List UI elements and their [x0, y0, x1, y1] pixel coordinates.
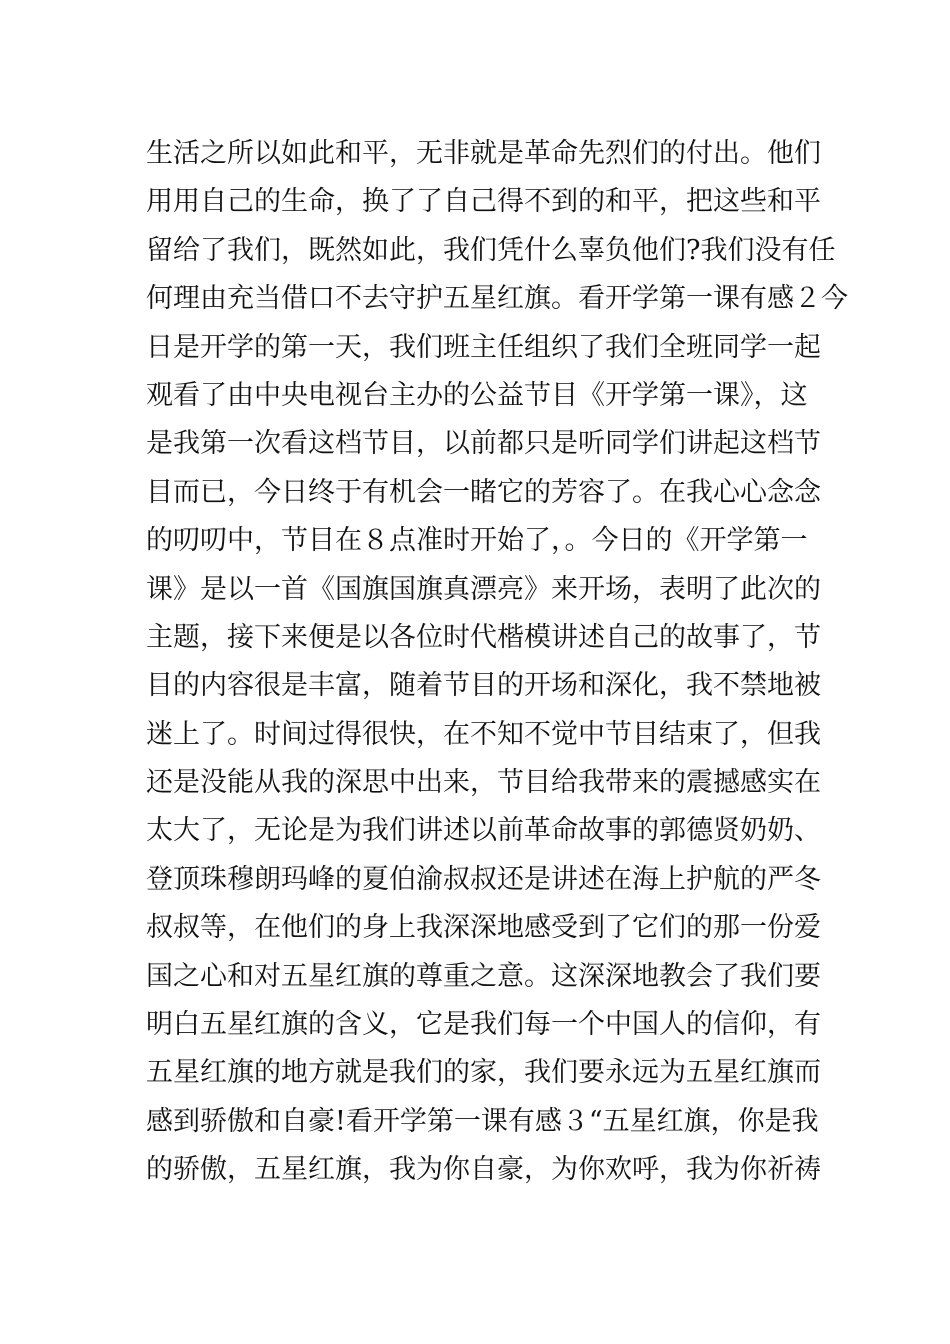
text-line-2: 用用自己的生命，换了了自己得不到的和平，把这些和平 — [146, 186, 821, 218]
text-line-3: 留给了我们，既然如此，我们凭什么辜负他们?我们没有任 — [146, 234, 836, 266]
text-line-22: 的骄傲，五星红旗，我为你自豪，为你欢呼，我为你祈祷 — [146, 1154, 821, 1186]
text-line-17: 叔叔等，在他们的身上我深深地感受到了它们的那一份爱 — [146, 912, 821, 944]
body-text — [146, 130, 848, 1195]
text-line-1: 生活之所以如此和平，无非就是革命先烈们的付出。他们 — [146, 138, 821, 169]
text-line-21: 感到骄傲和自豪!看开学第一课有感３“五星红旗，你是我 — [146, 1105, 819, 1137]
text-line-18: 国之心和对五星红旗的尊重之意。这深深地教会了我们要 — [146, 960, 821, 992]
text-line-13: 迷上了。时间过得很快，在不知不觉中节目结束了，但我 — [146, 718, 821, 750]
text-line-6: 观看了由中央电视台主办的公益节目《开学第一课》，这 — [146, 379, 808, 411]
text-line-15: 太大了，无论是为我们讲述以前革命故事的郭德贤奶奶、 — [146, 815, 821, 847]
text-line-12: 目的内容很是丰富，随着节目的开场和深化，我不禁地被 — [146, 670, 821, 702]
text-line-7: 是我第一次看这档节目，以前都只是听同学们讲起这档节 — [146, 428, 821, 460]
text-line-8: 目而已，今日终于有机会一睹它的芳容了。在我心心念念 — [146, 476, 821, 508]
text-line-9: 的叨叨中，节目在８点准时开始了，。今日的《开学第一 — [146, 525, 808, 557]
text-line-10: 课》是以一首《国旗国旗真漂亮》来开场，表明了此次的 — [146, 573, 821, 605]
text-line-19: 明白五星红旗的含义，它是我们每一个中国人的信仰，有 — [146, 1009, 821, 1041]
text-line-16: 登顶珠穆朗玛峰的夏伯渝叔叔还是讲述在海上护航的严冬 — [146, 863, 821, 895]
text-line-20: 五星红旗的地方就是我们的家，我们要永远为五星红旗而 — [146, 1057, 821, 1089]
text-line-5: 日是开学的第一天，我们班主任组织了我们全班同学一起 — [146, 331, 821, 363]
text-line-14: 还是没能从我的深思中出来，节目给我带来的震撼感实在 — [146, 767, 821, 799]
text-line-11: 主题，接下来便是以各位时代楷模讲述自己的故事了，节 — [146, 621, 821, 653]
text-line-4: 何理由充当借口不去守护五星红旗。看开学第一课有感２今 — [146, 283, 848, 315]
